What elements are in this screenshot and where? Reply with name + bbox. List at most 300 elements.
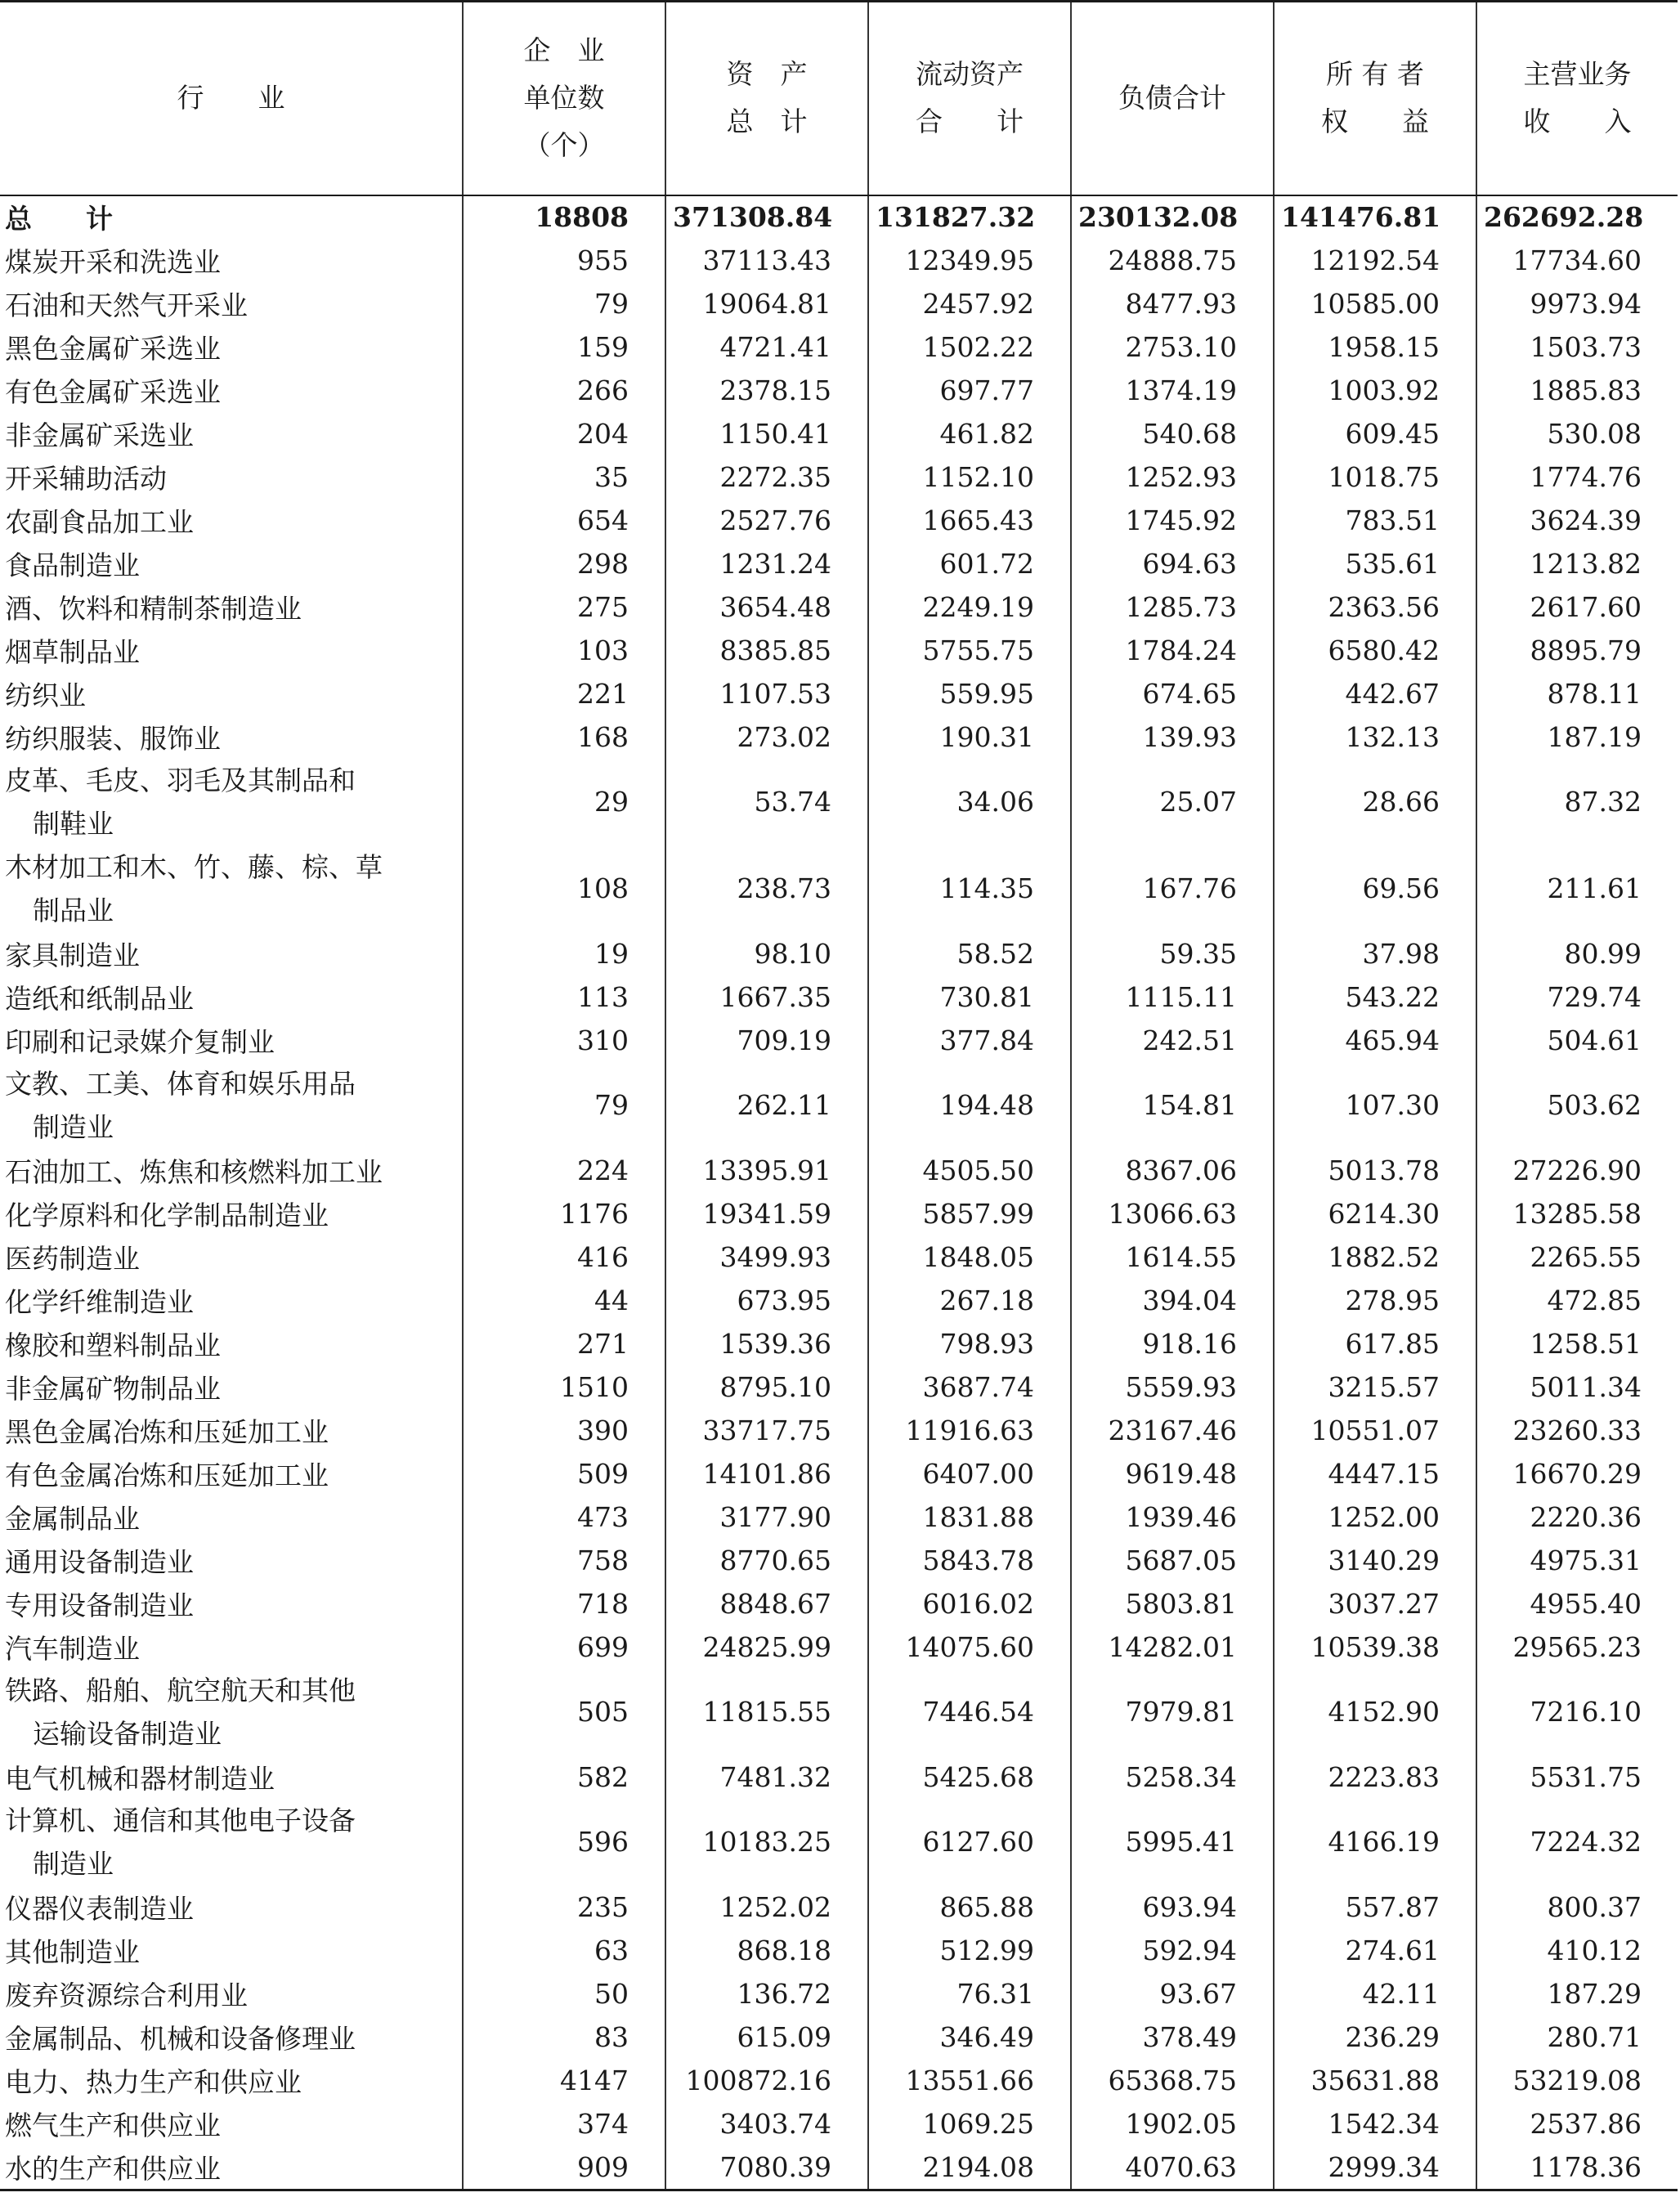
cell-equity: 10585.00 [1274,282,1476,325]
cell-total-assets: 4721.41 [665,325,868,369]
cell-total-assets: 673.95 [665,1279,868,1322]
cell-units: 582 [463,1755,665,1799]
industry-name-continuation: 制造业 [33,1847,114,1880]
cell-total-assets: 136.72 [665,1972,868,2015]
cell-current-assets: 377.84 [868,1019,1071,1062]
cell-equity: 28.66 [1274,759,1476,845]
header-current-assets-line: 流动资产 [916,58,1024,91]
cell-units: 63 [463,1929,665,1972]
cell-revenue: 2537.86 [1476,2102,1678,2145]
table-row [0,2145,1678,2190]
cell-equity: 1958.15 [1274,325,1476,369]
header-revenue-line: 收 入 [1523,105,1632,138]
cell-total-assets: 7080.39 [665,2145,868,2190]
industry-name [0,1062,463,1149]
header-total-assets-line: 总 计 [726,105,808,138]
cell-equity: 3140.29 [1274,1539,1476,1582]
cell-liabilities: 674.65 [1071,672,1274,715]
header-equity [1274,2,1476,195]
total-row [0,195,1678,239]
cell-revenue: 472.85 [1476,1279,1678,1322]
cell-liabilities: 394.04 [1071,1279,1274,1322]
cell-current-assets: 461.82 [868,412,1071,455]
cell-total-assets: 238.73 [665,845,868,932]
cell-units: 266 [463,369,665,412]
table-row [0,239,1678,282]
cell-total-assets: 13395.91 [665,1149,868,1192]
table-row [0,1495,1678,1539]
industry-name-continuation: 制鞋业 [33,807,114,840]
cell-equity: 10551.07 [1274,1409,1476,1452]
cell-equity: 6580.42 [1274,629,1476,672]
cell-equity: 1003.92 [1274,369,1476,412]
cell-liabilities: 93.67 [1071,1972,1274,2015]
table-row [0,845,1678,932]
industry-name: 家具制造业 [5,939,140,971]
total-current-assets: 131827.32 [868,195,1071,239]
industry-name: 烟草制品业 [5,635,140,668]
cell-revenue: 410.12 [1476,1929,1678,1972]
industry-name: 其他制造业 [5,1935,140,1968]
cell-equity: 12192.54 [1274,239,1476,282]
cell-units: 168 [463,715,665,759]
cell-liabilities: 5258.34 [1071,1755,1274,1799]
cell-revenue: 1213.82 [1476,542,1678,585]
cell-total-assets: 10183.25 [665,1799,868,1885]
cell-units: 103 [463,629,665,672]
cell-revenue: 5531.75 [1476,1755,1678,1799]
industry-name [0,845,463,932]
cell-liabilities: 540.68 [1071,412,1274,455]
industry-name: 纺织业 [5,679,86,711]
cell-total-assets: 8770.65 [665,1539,868,1582]
cell-units: 108 [463,845,665,932]
cell-revenue: 9973.94 [1476,282,1678,325]
header-units-line: 企 业 [523,34,605,67]
header-equity-line: 权 益 [1321,105,1429,138]
industry-name: 黑色金属矿采选业 [5,332,221,365]
table-row [0,759,1678,845]
cell-equity: 4447.15 [1274,1452,1476,1495]
cell-equity: 783.51 [1274,499,1476,542]
cell-revenue: 87.32 [1476,759,1678,845]
header-total-assets [665,2,868,195]
cell-liabilities: 5803.81 [1071,1582,1274,1625]
cell-current-assets: 194.48 [868,1062,1071,1149]
cell-units: 224 [463,1149,665,1192]
table-row [0,1625,1678,1669]
cell-equity: 2999.34 [1274,2145,1476,2190]
cell-liabilities: 9619.48 [1071,1452,1274,1495]
cell-equity: 3037.27 [1274,1582,1476,1625]
cell-liabilities: 5687.05 [1071,1539,1274,1582]
cell-units: 221 [463,672,665,715]
table-row [0,542,1678,585]
cell-revenue: 878.11 [1476,672,1678,715]
header-total-assets-line: 资 产 [726,58,808,91]
cell-total-assets: 100872.16 [665,2059,868,2102]
cell-revenue: 1503.73 [1476,325,1678,369]
cell-liabilities: 1939.46 [1071,1495,1274,1539]
table-row [0,369,1678,412]
industry-name-continuation: 制造业 [33,1110,114,1143]
cell-units: 1510 [463,1365,665,1409]
cell-equity: 236.29 [1274,2015,1476,2059]
table-row [0,1279,1678,1322]
table-row [0,1062,1678,1149]
cell-current-assets: 4505.50 [868,1149,1071,1192]
cell-units: 654 [463,499,665,542]
cell-current-assets: 267.18 [868,1279,1071,1322]
cell-current-assets: 512.99 [868,1929,1071,1972]
cell-total-assets: 615.09 [665,2015,868,2059]
industry-name: 印刷和记录媒介复制业 [5,1025,275,1058]
table-row [0,282,1678,325]
table-row [0,2102,1678,2145]
cell-liabilities: 7979.81 [1071,1669,1274,1755]
industry-name: 金属制品业 [5,1502,140,1535]
industry-name: 农副食品加工业 [5,505,194,538]
industry-name: 石油加工、炼焦和核燃料加工业 [5,1155,383,1188]
cell-total-assets: 24825.99 [665,1625,868,1669]
cell-units: 473 [463,1495,665,1539]
industry-name [0,1669,463,1755]
cell-current-assets: 798.93 [868,1322,1071,1365]
industry-name: 水的生产和供应业 [0,2145,463,2190]
cell-units: 113 [463,975,665,1019]
cell-units: 204 [463,412,665,455]
cell-current-assets: 12349.95 [868,239,1071,282]
cell-units: 699 [463,1625,665,1669]
cell-units: 35 [463,455,665,499]
cell-units: 298 [463,542,665,585]
cell-total-assets: 273.02 [665,715,868,759]
total-assets: 371308.84 [665,195,868,239]
cell-total-assets: 19064.81 [665,282,868,325]
cell-revenue: 27226.90 [1476,1149,1678,1192]
cell-current-assets: 14075.60 [868,1625,1071,1669]
cell-units: 44 [463,1279,665,1322]
industry-name: 有色金属矿采选业 [5,375,221,408]
table-row [0,975,1678,1019]
cell-liabilities: 5559.93 [1071,1365,1274,1409]
cell-revenue: 3624.39 [1476,499,1678,542]
cell-total-assets: 1231.24 [665,542,868,585]
cell-liabilities: 1374.19 [1071,369,1274,412]
cell-current-assets: 559.95 [868,672,1071,715]
cell-total-assets: 1107.53 [665,672,868,715]
cell-units: 50 [463,1972,665,2015]
industry-name-line: 计算机、通信和其他电子设备 [5,1804,356,1836]
industry-name: 非金属矿物制品业 [5,1372,221,1405]
cell-total-assets: 868.18 [665,1929,868,1972]
cell-equity: 465.94 [1274,1019,1476,1062]
cell-revenue: 729.74 [1476,975,1678,1019]
cell-current-assets: 697.77 [868,369,1071,412]
cell-total-assets: 14101.86 [665,1452,868,1495]
header-units-line: 单位数 [523,82,605,114]
total-liabilities: 230132.08 [1071,195,1274,239]
cell-total-assets: 3403.74 [665,2102,868,2145]
cell-liabilities: 694.63 [1071,542,1274,585]
cell-units: 718 [463,1582,665,1625]
industry-name: 煤炭开采和洗选业 [5,245,221,278]
table-row [0,1885,1678,1929]
cell-units: 1176 [463,1192,665,1235]
cell-revenue: 2220.36 [1476,1495,1678,1539]
cell-current-assets: 1152.10 [868,455,1071,499]
header-units-line: （个） [523,129,605,162]
industry-name: 仪器仪表制造业 [5,1892,194,1925]
header-revenue-line: 主营业务 [1523,58,1632,91]
cell-revenue: 8895.79 [1476,629,1678,672]
cell-equity: 1542.34 [1274,2102,1476,2145]
cell-total-assets: 1252.02 [665,1885,868,1929]
cell-units: 390 [463,1409,665,1452]
cell-current-assets: 1831.88 [868,1495,1071,1539]
cell-liabilities: 25.07 [1071,759,1274,845]
cell-revenue: 187.19 [1476,715,1678,759]
header-units [463,2,665,195]
cell-equity: 3215.57 [1274,1365,1476,1409]
cell-equity: 5013.78 [1274,1149,1476,1192]
cell-revenue: 1258.51 [1476,1322,1678,1365]
cell-liabilities: 2753.10 [1071,325,1274,369]
cell-units: 4147 [463,2059,665,2102]
cell-current-assets: 601.72 [868,542,1071,585]
cell-liabilities: 8477.93 [1071,282,1274,325]
cell-equity: 442.67 [1274,672,1476,715]
cell-units: 235 [463,1885,665,1929]
cell-current-assets: 2194.08 [868,2145,1071,2190]
cell-liabilities: 1745.92 [1071,499,1274,542]
cell-equity: 1018.75 [1274,455,1476,499]
cell-total-assets: 3499.93 [665,1235,868,1279]
cell-equity: 1882.52 [1274,1235,1476,1279]
cell-revenue: 23260.33 [1476,1409,1678,1452]
cell-equity: 37.98 [1274,932,1476,975]
cell-current-assets: 5843.78 [868,1539,1071,1582]
cell-units: 374 [463,2102,665,2145]
cell-liabilities: 378.49 [1071,2015,1274,2059]
industry-name-continuation: 运输设备制造业 [33,1717,222,1750]
cell-units: 909 [463,2145,665,2190]
table-row [0,932,1678,975]
table-row [0,2015,1678,2059]
cell-equity: 132.13 [1274,715,1476,759]
cell-current-assets: 6127.60 [868,1799,1071,1885]
cell-equity: 42.11 [1274,1972,1476,2015]
cell-current-assets: 1665.43 [868,499,1071,542]
cell-units: 79 [463,1062,665,1149]
cell-current-assets: 76.31 [868,1972,1071,2015]
cell-total-assets: 1150.41 [665,412,868,455]
cell-current-assets: 730.81 [868,975,1071,1019]
table-row [0,715,1678,759]
industry-name-line: 皮革、毛皮、羽毛及其制品和 [5,764,356,796]
industry-name: 化学原料和化学制品制造业 [5,1199,329,1231]
industry-name: 有色金属冶炼和压延加工业 [5,1459,329,1491]
cell-liabilities: 5995.41 [1071,1799,1274,1885]
cell-liabilities: 1285.73 [1071,585,1274,629]
cell-liabilities: 1115.11 [1071,975,1274,1019]
cell-equity: 4152.90 [1274,1669,1476,1755]
cell-revenue: 7224.32 [1476,1799,1678,1885]
header-liabilities-line: 负债合计 [1118,82,1226,114]
cell-liabilities: 242.51 [1071,1019,1274,1062]
cell-current-assets: 5755.75 [868,629,1071,672]
cell-current-assets: 114.35 [868,845,1071,932]
cell-current-assets: 13551.66 [868,2059,1071,2102]
cell-revenue: 1885.83 [1476,369,1678,412]
table-row [0,325,1678,369]
cell-liabilities: 592.94 [1071,1929,1274,1972]
cell-current-assets: 2457.92 [868,282,1071,325]
cell-total-assets: 98.10 [665,932,868,975]
cell-liabilities: 8367.06 [1071,1149,1274,1192]
cell-units: 416 [463,1235,665,1279]
cell-current-assets: 865.88 [868,1885,1071,1929]
industry-name: 医药制造业 [5,1242,140,1275]
table-row [0,412,1678,455]
cell-units: 271 [463,1322,665,1365]
cell-current-assets: 190.31 [868,715,1071,759]
table-row [0,1972,1678,2015]
cell-units: 505 [463,1669,665,1755]
cell-revenue: 530.08 [1476,412,1678,455]
cell-revenue: 4975.31 [1476,1539,1678,1582]
header-revenue [1476,2,1678,195]
cell-liabilities: 693.94 [1071,1885,1274,1929]
cell-total-assets: 8385.85 [665,629,868,672]
cell-revenue: 187.29 [1476,1972,1678,2015]
table-row [0,1539,1678,1582]
table-row [0,629,1678,672]
cell-liabilities: 918.16 [1071,1322,1274,1365]
total-label: 总 计 [5,203,113,235]
cell-total-assets: 1667.35 [665,975,868,1019]
cell-revenue: 2617.60 [1476,585,1678,629]
industry-name: 专用设备制造业 [5,1589,194,1621]
industry-name: 化学纤维制造业 [5,1285,194,1318]
cell-units: 310 [463,1019,665,1062]
cell-total-assets: 3177.90 [665,1495,868,1539]
industry-name-line: 铁路、船舶、航空航天和其他 [5,1674,356,1706]
table-row [0,1452,1678,1495]
table-row [0,1929,1678,1972]
cell-revenue: 2265.55 [1476,1235,1678,1279]
cell-current-assets: 346.49 [868,2015,1071,2059]
cell-total-assets: 2272.35 [665,455,868,499]
industry-name: 电气机械和器材制造业 [5,1762,275,1795]
cell-total-assets: 37113.43 [665,239,868,282]
cell-total-assets: 8795.10 [665,1365,868,1409]
cell-units: 758 [463,1539,665,1582]
cell-units: 79 [463,282,665,325]
industry-name [0,1799,463,1885]
cell-liabilities: 139.93 [1071,715,1274,759]
table-row [0,1755,1678,1799]
cell-total-assets: 19341.59 [665,1192,868,1235]
industry-name: 通用设备制造业 [5,1545,194,1578]
cell-total-assets: 262.11 [665,1062,868,1149]
cell-total-assets: 53.74 [665,759,868,845]
cell-revenue: 7216.10 [1476,1669,1678,1755]
cell-units: 596 [463,1799,665,1885]
cell-revenue: 17734.60 [1476,239,1678,282]
industry-name: 黑色金属冶炼和压延加工业 [5,1415,329,1448]
cell-liabilities: 65368.75 [1071,2059,1274,2102]
cell-revenue: 504.61 [1476,1019,1678,1062]
cell-equity: 35631.88 [1274,2059,1476,2102]
table-row [0,2059,1678,2102]
cell-total-assets: 11815.55 [665,1669,868,1755]
table-row [0,1019,1678,1062]
cell-units: 509 [463,1452,665,1495]
industry-name: 纺织服装、服饰业 [5,722,221,755]
cell-equity: 543.22 [1274,975,1476,1019]
cell-units: 29 [463,759,665,845]
industry-name: 电力、热力生产和供应业 [5,2065,302,2098]
header-liabilities [1071,2,1274,195]
table-row [0,1409,1678,1452]
table-header [0,2,1678,195]
cell-liabilities: 1614.55 [1071,1235,1274,1279]
industry-name: 废弃资源综合利用业 [5,1979,248,2011]
table-row [0,499,1678,542]
cell-total-assets: 7481.32 [665,1755,868,1799]
cell-equity: 2223.83 [1274,1755,1476,1799]
industry-name: 开采辅助活动 [5,462,167,495]
cell-equity: 609.45 [1274,412,1476,455]
cell-liabilities: 154.81 [1071,1062,1274,1149]
cell-liabilities: 59.35 [1071,932,1274,975]
table-row [0,1669,1678,1755]
total-units: 18808 [463,195,665,239]
cell-total-assets: 1539.36 [665,1322,868,1365]
table-body [0,195,1678,2190]
header-equity-line: 所 有 者 [1326,58,1424,91]
cell-revenue: 280.71 [1476,2015,1678,2059]
cell-revenue: 4955.40 [1476,1582,1678,1625]
industry-name: 燃气生产和供应业 [5,2109,221,2141]
cell-total-assets: 33717.75 [665,1409,868,1452]
table-row [0,1149,1678,1192]
cell-total-assets: 2378.15 [665,369,868,412]
cell-total-assets: 709.19 [665,1019,868,1062]
header-current-assets [868,2,1071,195]
cell-units: 955 [463,239,665,282]
industry-name: 汽车制造业 [5,1632,140,1665]
cell-current-assets: 6407.00 [868,1452,1071,1495]
cell-current-assets: 1848.05 [868,1235,1071,1279]
cell-revenue: 5011.34 [1476,1365,1678,1409]
cell-current-assets: 5857.99 [868,1192,1071,1235]
table-row [0,455,1678,499]
cell-current-assets: 2249.19 [868,585,1071,629]
cell-current-assets: 3687.74 [868,1365,1071,1409]
cell-liabilities: 4070.63 [1071,2145,1274,2190]
cell-liabilities: 1252.93 [1071,455,1274,499]
cell-current-assets: 6016.02 [868,1582,1071,1625]
cell-liabilities: 167.76 [1071,845,1274,932]
table-row [0,1235,1678,1279]
cell-current-assets: 34.06 [868,759,1071,845]
industry-name: 非金属矿采选业 [5,419,194,451]
cell-current-assets: 7446.54 [868,1669,1071,1755]
industry-name: 石油和天然气开采业 [5,289,248,321]
cell-liabilities: 1902.05 [1071,2102,1274,2145]
